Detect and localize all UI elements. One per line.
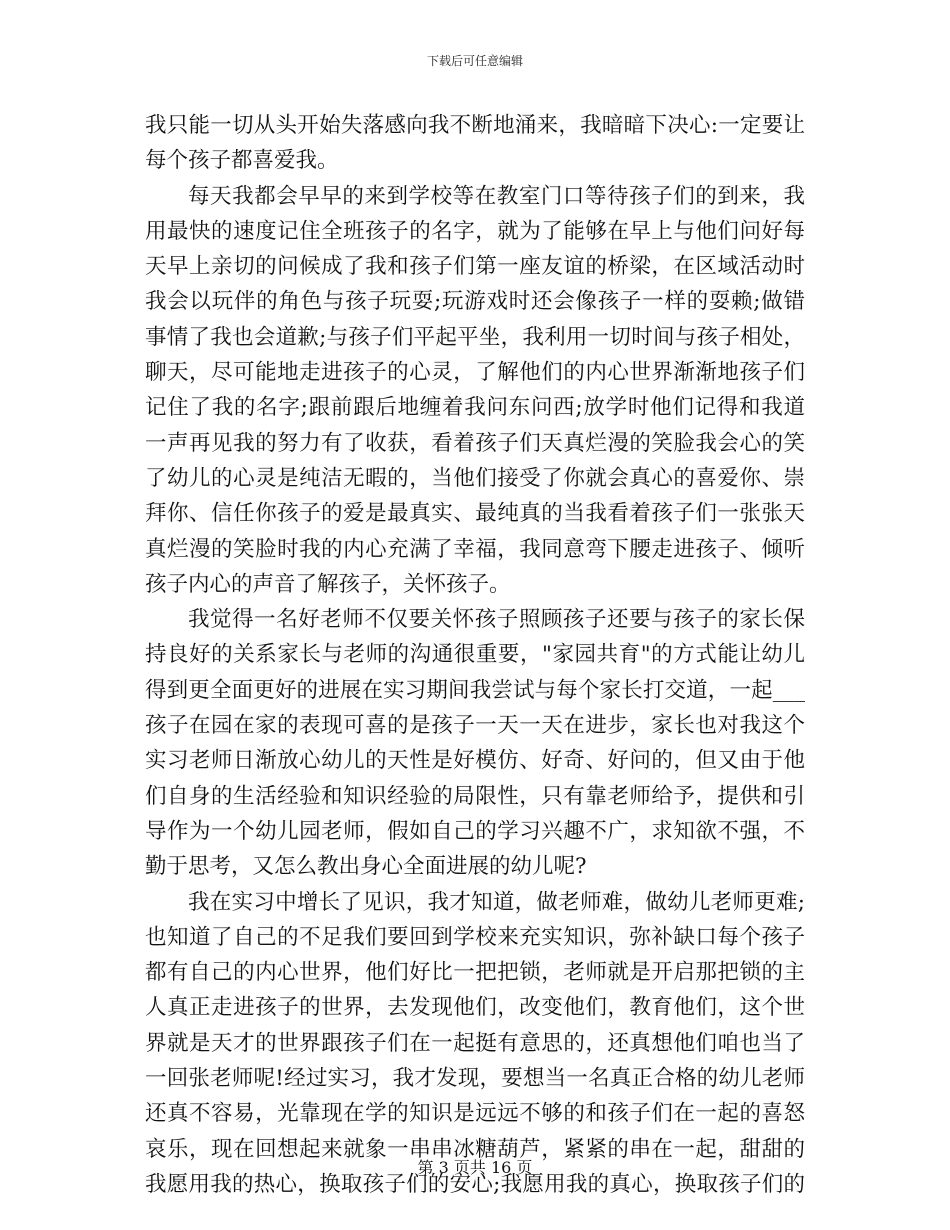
text-line: 界就是天才的世界跟孩子们在一起挺有意思的，还真想他们咱也当了 [145, 1030, 805, 1056]
text-line: 一回张老师呢!经过实习，我才发现，要想当一名真正合格的幼儿老师 [145, 1066, 805, 1092]
text-line: 一声再见我的努力有了收获，看着孩子们天真烂漫的笑脸我会心的笑 [145, 430, 805, 456]
text-line: 我会以玩伴的角色与孩子玩耍;玩游戏时还会像孩子一样的耍赖;做错 [145, 289, 805, 315]
page-number-footer: 第 3 页共 16 页 [417, 1158, 533, 1177]
text-line: 都有自己的内心世界，他们好比一把把锁，老师就是开启那把锁的主 [145, 960, 805, 986]
text-line: 了幼儿的心灵是纯洁无暇的，当他们接受了你就会真心的喜爱你、崇 [145, 465, 805, 491]
document-body [145, 108, 805, 1202]
text-line: 我愿用我的热心，换取孩子们的安心;我愿用我的真心，换取孩子们的 [145, 1171, 805, 1197]
text-line: 天早上亲切的问候成了我和孩子们第一座友谊的桥梁，在区域活动时 [145, 254, 805, 280]
text-line: 们自身的生活经验和知识经验的局限性，只有靠老师给予，提供和引 [145, 783, 805, 809]
text-line: 记住了我的名字;跟前跟后地缠着我问东问西;放学时他们记得和我道 [145, 395, 805, 421]
text-line: 勤于思考，又怎么教出身心全面进展的幼儿呢? [145, 854, 587, 880]
text-line: 我只能一切从头开始失落感向我不断地涌来，我暗暗下决心:一定要让 [145, 113, 805, 138]
text-line: 还真不容易，光靠现在学的知识是远远不够的和孩子们在一起的喜怒 [145, 1101, 805, 1127]
text-line: 孩子在园在家的表现可喜的是孩子一天一天在进步，家长也对我这个 [145, 713, 805, 739]
text-line: 拜你、信任你孩子的爱是最真实、最纯真的当我看着孩子们一张张天 [145, 501, 805, 527]
text-line: 聊天，尽可能地走进孩子的心灵，了解他们的内心世界渐渐地孩子们 [145, 360, 805, 386]
text-line: 孩子内心的声音了解孩子，关怀孩子。 [145, 571, 511, 597]
text-line: 也知道了自己的不足我们要回到学校来充实知识，弥补缺口每个孩子 [145, 924, 805, 950]
page-header: 下载后可任意编辑 [426, 54, 523, 68]
text-line: 得到更全面更好的进展在实习期间我尝试与每个家长打交道，一起___ [145, 677, 805, 703]
text-line: 每天我都会早早的来到学校等在教室门口等待孩子们的到来，我 [188, 183, 805, 209]
text-line: 每个孩子都喜爱我。 [145, 148, 339, 174]
text-line: 用最快的速度记住全班孩子的名字，就为了能够在早上与他们问好每 [145, 218, 805, 244]
text-line: 实习老师日渐放心幼儿的天性是好模仿、好奇、好问的，但又由于他 [145, 748, 805, 774]
text-line: 事情了我也会道歉;与孩子们平起平坐，我利用一切时间与孩子相处， [145, 324, 805, 350]
text-line: 导作为一个幼儿园老师，假如自己的学习兴趣不广，求知欲不强，不 [145, 818, 805, 844]
text-line: 人真正走进孩子的世界，去发现他们，改变他们，教育他们，这个世 [145, 995, 805, 1021]
text-line: 我在实习中增长了见识，我才知道，做老师难，做幼儿老师更难; [188, 889, 805, 915]
text-line: 我觉得一名好老师不仅要关怀孩子照顾孩子还要与孩子的家长保 [188, 607, 805, 633]
text-line: 持良好的关系家长与老师的沟通很重要，"家园共育"的方式能让幼儿 [145, 642, 805, 668]
text-line: 真烂漫的笑脸时我的内心充满了幸福，我同意弯下腰走进孩子、倾听 [145, 536, 805, 562]
text-line: 哀乐，现在回想起来就象一串串冰糖葫芦，紧紧的串在一起，甜甜的 [145, 1136, 805, 1162]
